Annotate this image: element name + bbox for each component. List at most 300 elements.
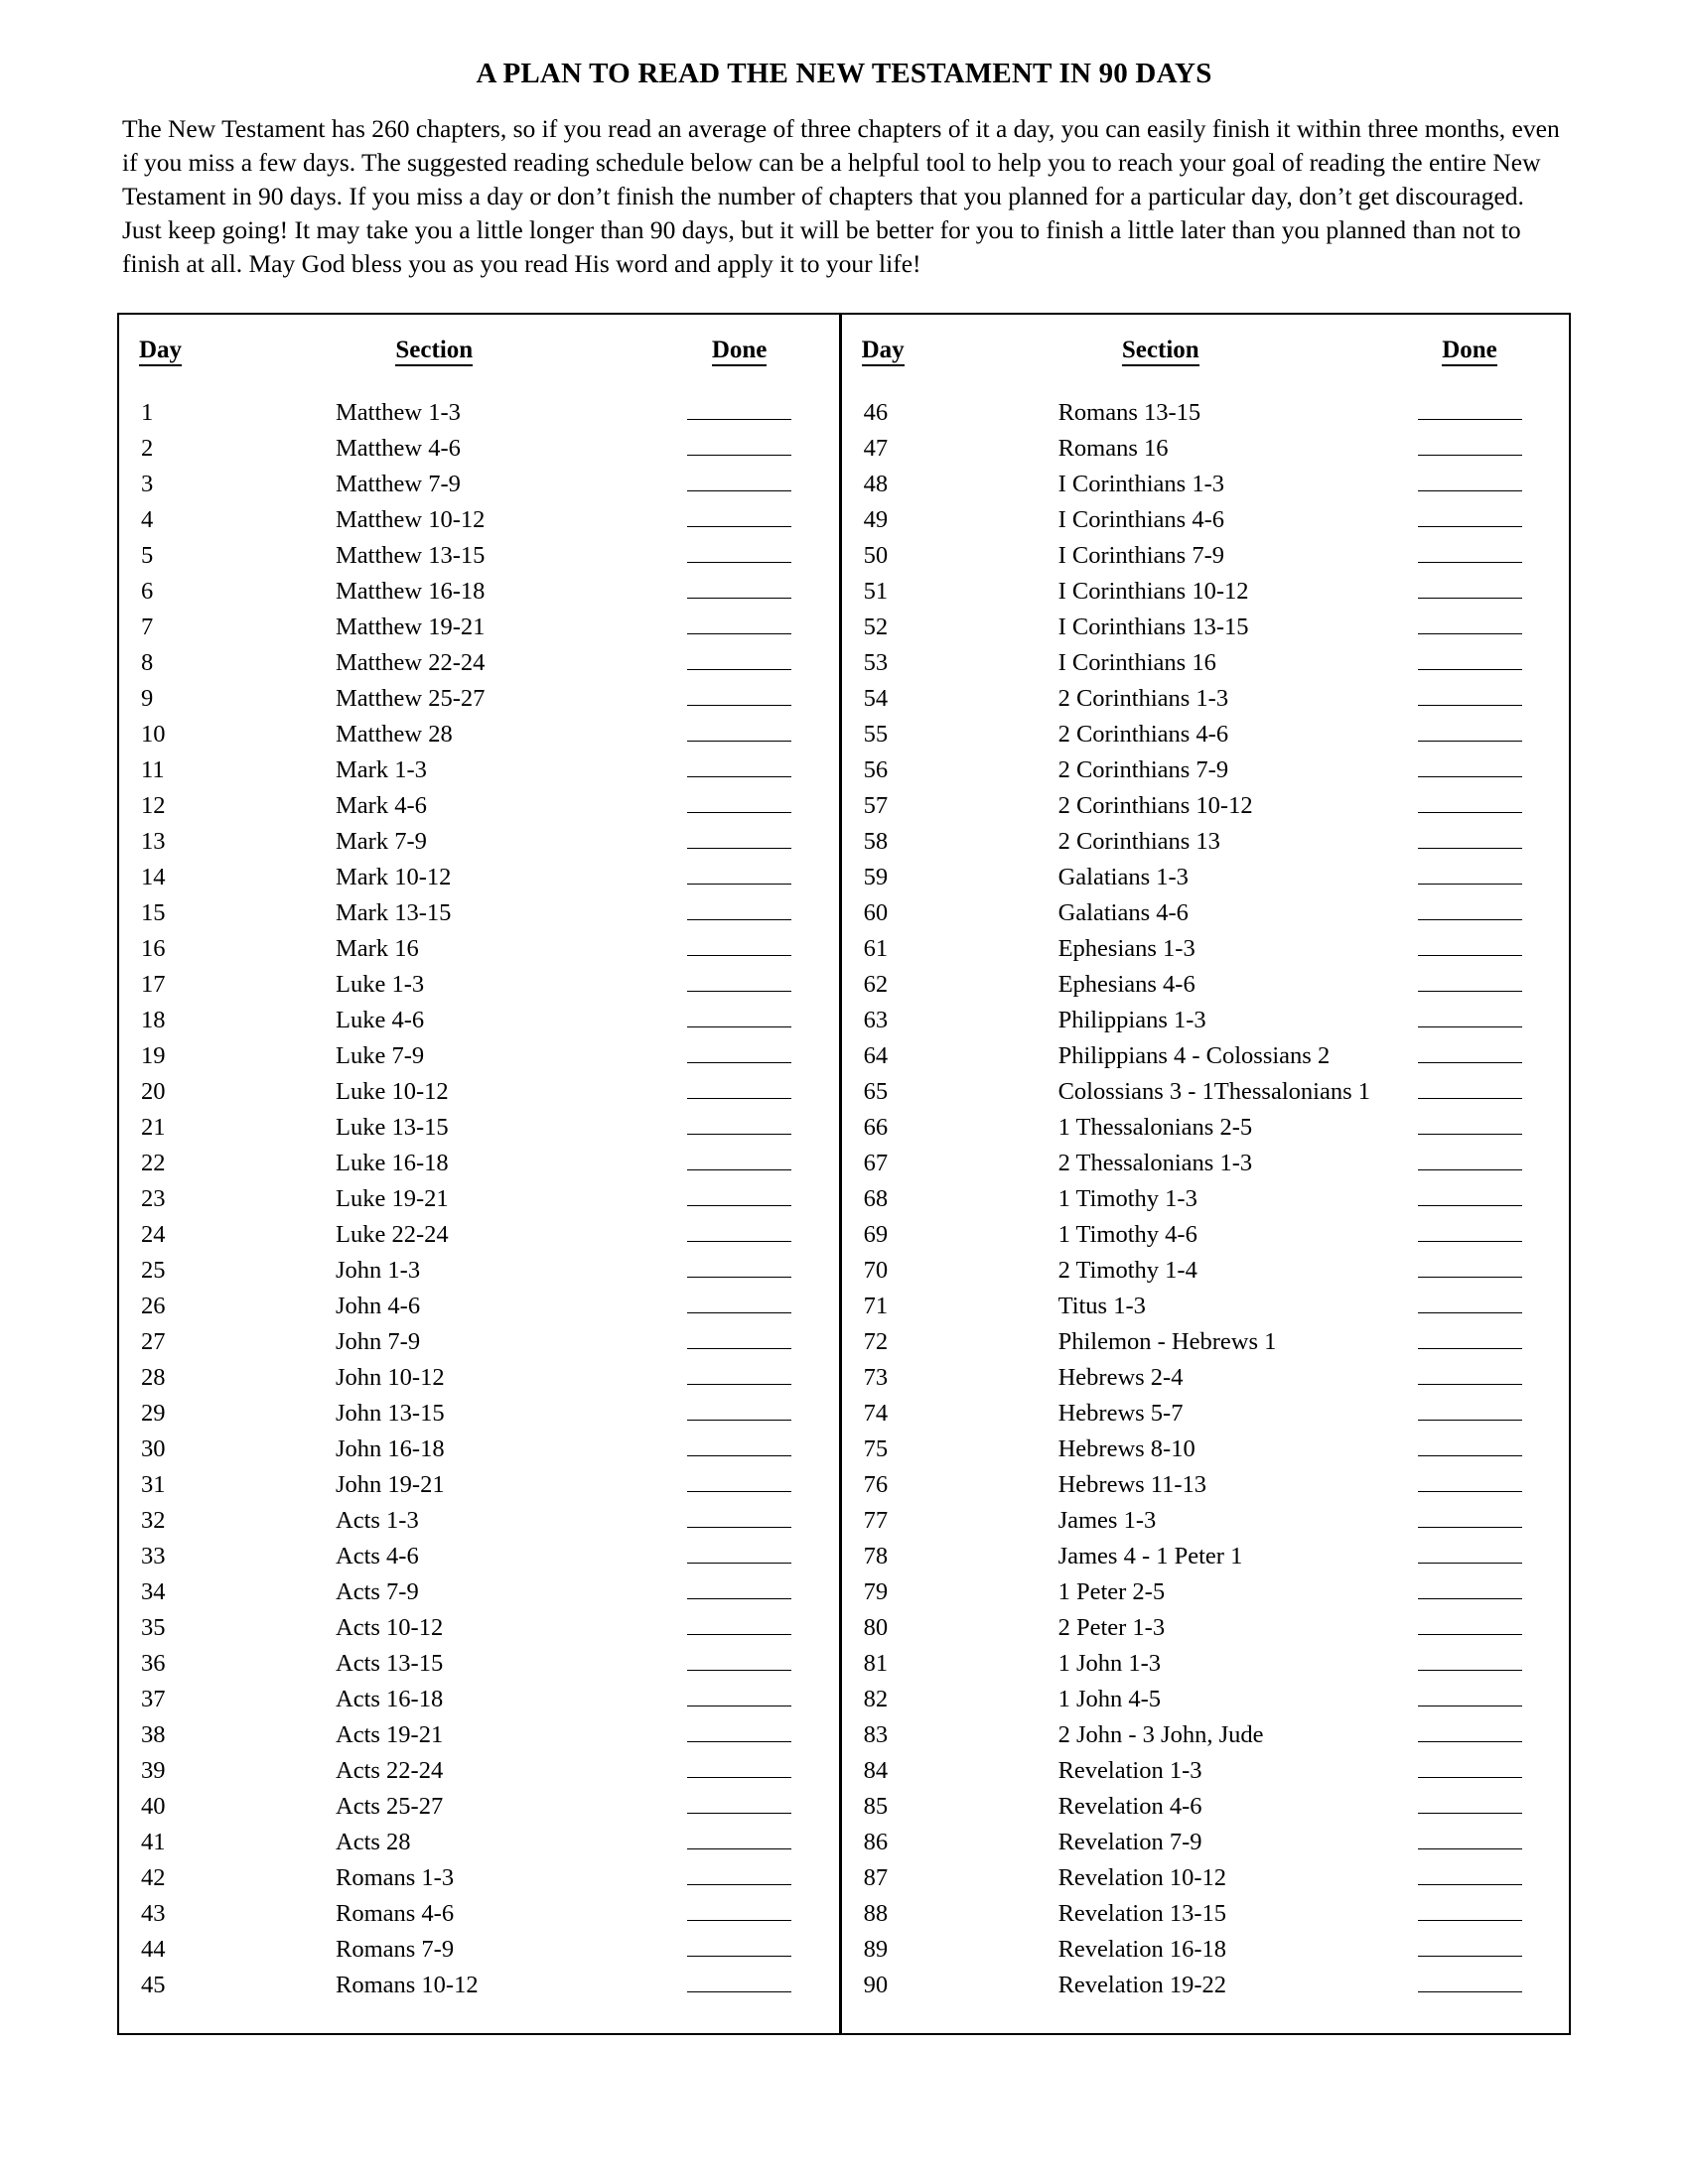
row-section: Acts 1-3 (336, 1506, 419, 1534)
row-day: 74 (863, 1399, 889, 1427)
done-blank-line[interactable] (687, 429, 791, 456)
done-blank-line[interactable] (1418, 1179, 1522, 1206)
header-day-left: Day (119, 337, 288, 364)
row-done-checkbox[interactable] (640, 1599, 839, 1635)
done-blank-line[interactable] (1418, 1430, 1522, 1456)
row-done-checkbox[interactable] (640, 1742, 839, 1778)
done-blank-line[interactable] (687, 679, 791, 706)
row-section: Matthew 1-3 (336, 398, 461, 426)
row-section: Luke 1-3 (336, 970, 425, 998)
row-day: 25 (141, 1256, 166, 1284)
row-section: 2 Corinthians 7-9 (1057, 755, 1229, 783)
done-blank-line[interactable] (687, 1823, 791, 1849)
row-section: Philemon - Hebrews 1 (1057, 1327, 1277, 1355)
done-blank-line[interactable] (687, 1930, 791, 1957)
row-day: 40 (141, 1792, 166, 1820)
row-section: John 10-12 (336, 1363, 445, 1391)
done-blank-line[interactable] (687, 1251, 791, 1278)
row-section: Acts 16-18 (336, 1685, 444, 1712)
row-day: 64 (863, 1041, 889, 1069)
done-blank-line[interactable] (1418, 1322, 1522, 1349)
row-done-checkbox[interactable] (1370, 1599, 1569, 1635)
done-blank-line[interactable] (687, 1572, 791, 1599)
done-blank-line[interactable] (687, 965, 791, 992)
done-blank-line[interactable] (687, 1501, 791, 1528)
row-done-checkbox[interactable] (640, 1313, 839, 1349)
row-day: 34 (141, 1577, 166, 1605)
row-done-checkbox[interactable] (1370, 885, 1569, 920)
done-blank-line[interactable] (687, 465, 791, 491)
row-day: 58 (863, 827, 889, 855)
row-section: Revelation 13-15 (1057, 1899, 1227, 1927)
done-blank-line[interactable] (687, 1537, 791, 1564)
column-headers-left (119, 337, 839, 364)
row-day: 72 (863, 1327, 889, 1355)
row-day: 89 (863, 1935, 889, 1963)
done-blank-line[interactable] (1418, 393, 1522, 420)
row-day: 83 (863, 1720, 889, 1748)
row-day: 90 (863, 1971, 889, 1998)
row-day: 52 (863, 613, 889, 640)
row-day: 51 (863, 577, 889, 605)
row-done-checkbox[interactable] (1370, 1706, 1569, 1742)
row-done-checkbox[interactable] (1370, 634, 1569, 670)
row-done-checkbox[interactable] (1370, 1063, 1569, 1099)
header-section-left: Section (288, 337, 640, 364)
row-done-checkbox[interactable] (640, 1135, 839, 1170)
row-section: John 19-21 (336, 1470, 445, 1498)
done-blank-line[interactable] (1418, 822, 1522, 849)
row-done-checkbox[interactable] (640, 1885, 839, 1921)
done-blank-line[interactable] (687, 1608, 791, 1635)
done-blank-line[interactable] (1418, 679, 1522, 706)
row-section: James 1-3 (1057, 1506, 1157, 1534)
reading-plan-left-column (119, 315, 842, 2033)
done-blank-line[interactable] (687, 715, 791, 742)
row-done-checkbox[interactable] (1370, 706, 1569, 742)
row-section: Matthew 28 (336, 720, 453, 748)
row-section: Revelation 16-18 (1057, 1935, 1227, 1963)
row-done-checkbox[interactable] (1370, 813, 1569, 849)
row-section: Acts 25-27 (336, 1792, 444, 1820)
done-blank-line[interactable] (1418, 500, 1522, 527)
done-blank-line[interactable] (1418, 715, 1522, 742)
done-blank-line[interactable] (687, 893, 791, 920)
row-section: Romans 10-12 (336, 1971, 479, 1998)
row-done-checkbox[interactable] (640, 1349, 839, 1385)
row-done-checkbox[interactable] (1370, 1885, 1569, 1921)
row-done-checkbox[interactable] (640, 1099, 839, 1135)
row-section: Romans 13-15 (1057, 398, 1201, 426)
row-done-checkbox[interactable] (1370, 956, 1569, 992)
row-section: Revelation 7-9 (1057, 1828, 1202, 1855)
row-section: I Corinthians 10-12 (1057, 577, 1249, 605)
done-blank-line[interactable] (687, 1108, 791, 1135)
row-done-checkbox[interactable] (1370, 1564, 1569, 1599)
table-row (842, 384, 1569, 426)
row-day: 7 (141, 613, 154, 640)
row-done-checkbox[interactable] (1370, 742, 1569, 777)
row-done-checkbox[interactable] (640, 527, 839, 563)
row-done-checkbox[interactable] (640, 1242, 839, 1278)
done-blank-line[interactable] (1418, 1715, 1522, 1742)
done-blank-line[interactable] (1418, 1287, 1522, 1313)
row-day: 49 (863, 505, 889, 533)
done-blank-line[interactable] (1418, 1072, 1522, 1099)
row-done-checkbox[interactable] (1370, 849, 1569, 885)
row-done-checkbox[interactable] (1370, 1635, 1569, 1671)
row-done-checkbox[interactable] (1370, 1242, 1569, 1278)
done-blank-line[interactable] (1418, 1572, 1522, 1599)
row-section: Matthew 25-27 (336, 684, 486, 712)
done-blank-line[interactable] (1418, 893, 1522, 920)
done-blank-line[interactable] (1418, 572, 1522, 599)
done-blank-line[interactable] (1418, 429, 1522, 456)
row-done-checkbox[interactable] (1370, 1135, 1569, 1170)
row-done-checkbox[interactable] (640, 1528, 839, 1564)
done-blank-line[interactable] (687, 1144, 791, 1170)
done-blank-line[interactable] (687, 1430, 791, 1456)
row-done-checkbox[interactable] (640, 706, 839, 742)
row-done-checkbox[interactable] (1370, 1170, 1569, 1206)
done-blank-line[interactable] (687, 1036, 791, 1063)
done-blank-line[interactable] (687, 1465, 791, 1492)
row-section: 2 John - 3 John, Jude (1057, 1720, 1264, 1748)
row-day: 24 (141, 1220, 166, 1248)
row-section: Hebrews 11-13 (1057, 1470, 1207, 1498)
done-blank-line[interactable] (687, 1394, 791, 1421)
done-blank-line[interactable] (1418, 1894, 1522, 1921)
row-done-checkbox[interactable] (640, 742, 839, 777)
row-done-checkbox[interactable] (640, 813, 839, 849)
row-day: 15 (141, 898, 166, 926)
done-blank-line[interactable] (1418, 786, 1522, 813)
row-section: Acts 19-21 (336, 1720, 444, 1748)
done-blank-line[interactable] (1418, 1751, 1522, 1778)
row-done-checkbox[interactable] (640, 1635, 839, 1671)
row-day: 79 (863, 1577, 889, 1605)
done-blank-line[interactable] (1418, 1394, 1522, 1421)
row-done-checkbox[interactable] (1370, 527, 1569, 563)
row-done-checkbox[interactable] (640, 670, 839, 706)
row-day: 32 (141, 1506, 166, 1534)
header-section-right: Section (1011, 337, 1370, 364)
done-blank-line[interactable] (687, 1751, 791, 1778)
row-done-checkbox[interactable] (640, 599, 839, 634)
row-done-checkbox[interactable] (640, 1706, 839, 1742)
row-done-checkbox[interactable] (1370, 1849, 1569, 1885)
row-day: 48 (863, 470, 889, 497)
row-day: 47 (863, 434, 889, 462)
row-section: Matthew 22-24 (336, 648, 486, 676)
row-done-checkbox[interactable] (1370, 1099, 1569, 1135)
row-done-checkbox[interactable] (640, 1421, 839, 1456)
row-section: 2 Corinthians 13 (1057, 827, 1220, 855)
done-blank-line[interactable] (1418, 643, 1522, 670)
done-blank-line[interactable] (687, 929, 791, 956)
row-day: 44 (141, 1935, 166, 1963)
row-day: 26 (141, 1292, 166, 1319)
row-done-checkbox[interactable] (1370, 384, 1569, 420)
done-blank-line[interactable] (687, 500, 791, 527)
row-section: 2 Corinthians 10-12 (1057, 791, 1253, 819)
done-blank-line[interactable] (687, 1001, 791, 1027)
row-day: 78 (863, 1542, 889, 1570)
row-done-checkbox[interactable] (640, 1278, 839, 1313)
done-blank-line[interactable] (1418, 1501, 1522, 1528)
row-section: Revelation 4-6 (1057, 1792, 1202, 1820)
row-done-checkbox[interactable] (640, 920, 839, 956)
row-done-checkbox[interactable] (640, 1170, 839, 1206)
row-done-checkbox[interactable] (1370, 1313, 1569, 1349)
row-day: 70 (863, 1256, 889, 1284)
row-section: Luke 7-9 (336, 1041, 425, 1069)
reading-rows-right (842, 384, 1569, 1998)
row-done-checkbox[interactable] (1370, 920, 1569, 956)
row-section: Ephesians 4-6 (1057, 970, 1196, 998)
row-done-checkbox[interactable] (640, 1778, 839, 1814)
row-day: 36 (141, 1649, 166, 1677)
done-blank-line[interactable] (687, 643, 791, 670)
done-blank-line[interactable] (1418, 929, 1522, 956)
done-blank-line[interactable] (1418, 1680, 1522, 1706)
row-section: Colossians 3 - 1Thessalonians 1 (1057, 1077, 1370, 1105)
row-done-checkbox[interactable] (640, 992, 839, 1027)
done-blank-line[interactable] (687, 1644, 791, 1671)
done-blank-line[interactable] (1418, 1823, 1522, 1849)
done-blank-line[interactable] (1418, 1537, 1522, 1564)
row-done-checkbox[interactable] (640, 1921, 839, 1957)
row-day: 69 (863, 1220, 889, 1248)
row-day: 20 (141, 1077, 166, 1105)
done-blank-line[interactable] (687, 751, 791, 777)
done-blank-line[interactable] (1418, 465, 1522, 491)
row-done-checkbox[interactable] (1370, 1921, 1569, 1957)
row-done-checkbox[interactable] (640, 777, 839, 813)
row-section: 1 Timothy 1-3 (1057, 1184, 1197, 1212)
row-done-checkbox[interactable] (1370, 1778, 1569, 1814)
row-day: 18 (141, 1006, 166, 1033)
row-done-checkbox[interactable] (640, 1456, 839, 1492)
done-blank-line[interactable] (1418, 751, 1522, 777)
done-blank-line[interactable] (1418, 965, 1522, 992)
done-blank-line[interactable] (687, 393, 791, 420)
done-blank-line[interactable] (687, 572, 791, 599)
row-section: Luke 22-24 (336, 1220, 449, 1248)
done-blank-line[interactable] (687, 1715, 791, 1742)
row-day: 5 (141, 541, 154, 569)
row-day: 21 (141, 1113, 166, 1141)
row-done-checkbox[interactable] (1370, 1528, 1569, 1564)
row-done-checkbox[interactable] (1370, 1814, 1569, 1849)
done-blank-line[interactable] (687, 786, 791, 813)
row-day: 42 (141, 1863, 166, 1891)
done-blank-line[interactable] (687, 858, 791, 885)
row-done-checkbox[interactable] (1370, 670, 1569, 706)
done-blank-line[interactable] (1418, 536, 1522, 563)
row-day: 66 (863, 1113, 889, 1141)
row-day: 33 (141, 1542, 166, 1570)
row-done-checkbox[interactable] (1370, 777, 1569, 813)
header-done-right: Done (1370, 337, 1569, 364)
row-section: Romans 1-3 (336, 1863, 455, 1891)
row-section: John 16-18 (336, 1434, 445, 1462)
row-day: 4 (141, 505, 154, 533)
row-section: 2 Peter 1-3 (1057, 1613, 1166, 1641)
row-day: 10 (141, 720, 166, 748)
row-done-checkbox[interactable] (640, 1814, 839, 1849)
row-done-checkbox[interactable] (640, 1849, 839, 1885)
row-done-checkbox[interactable] (640, 563, 839, 599)
row-section: 1 Thessalonians 2-5 (1057, 1113, 1253, 1141)
done-blank-line[interactable] (1418, 1215, 1522, 1242)
row-day: 22 (141, 1149, 166, 1176)
row-done-checkbox[interactable] (1370, 1278, 1569, 1313)
row-section: Galatians 1-3 (1057, 863, 1189, 890)
row-day: 59 (863, 863, 889, 890)
done-blank-line[interactable] (687, 1894, 791, 1921)
table-row (119, 384, 839, 426)
row-section: Romans 7-9 (336, 1935, 455, 1963)
row-done-checkbox[interactable] (640, 1564, 839, 1599)
row-done-checkbox[interactable] (640, 1492, 839, 1528)
row-done-checkbox[interactable] (1370, 1671, 1569, 1706)
row-done-checkbox[interactable] (1370, 1027, 1569, 1063)
done-blank-line[interactable] (687, 1287, 791, 1313)
done-blank-line[interactable] (1418, 858, 1522, 885)
row-day: 57 (863, 791, 889, 819)
row-section: Hebrews 5-7 (1057, 1399, 1184, 1427)
row-done-checkbox[interactable] (1370, 420, 1569, 456)
row-day: 17 (141, 970, 166, 998)
done-blank-line[interactable] (1418, 1001, 1522, 1027)
done-blank-line[interactable] (687, 1966, 791, 1992)
row-done-checkbox[interactable] (1370, 1385, 1569, 1421)
row-section: Hebrews 2-4 (1057, 1363, 1184, 1391)
row-section: John 1-3 (336, 1256, 421, 1284)
done-blank-line[interactable] (1418, 1108, 1522, 1135)
done-blank-line[interactable] (687, 822, 791, 849)
row-done-checkbox[interactable] (1370, 1456, 1569, 1492)
row-day: 86 (863, 1828, 889, 1855)
done-blank-line[interactable] (687, 1680, 791, 1706)
row-section: Matthew 7-9 (336, 470, 461, 497)
row-day: 38 (141, 1720, 166, 1748)
row-section: Revelation 10-12 (1057, 1863, 1227, 1891)
row-section: 2 Timothy 1-4 (1057, 1256, 1197, 1284)
row-done-checkbox[interactable] (640, 849, 839, 885)
done-blank-line[interactable] (1418, 1608, 1522, 1635)
done-blank-line[interactable] (687, 1322, 791, 1349)
row-section: I Corinthians 13-15 (1057, 613, 1249, 640)
row-day: 61 (863, 934, 889, 962)
row-section: Acts 13-15 (336, 1649, 444, 1677)
row-section: Mark 7-9 (336, 827, 427, 855)
row-day: 71 (863, 1292, 889, 1319)
row-done-checkbox[interactable] (640, 1206, 839, 1242)
row-section: Mark 10-12 (336, 863, 452, 890)
row-done-checkbox[interactable] (1370, 1742, 1569, 1778)
done-blank-line[interactable] (1418, 1465, 1522, 1492)
row-done-checkbox[interactable] (1370, 1492, 1569, 1528)
row-day: 45 (141, 1971, 166, 1998)
row-done-checkbox[interactable] (640, 956, 839, 992)
row-section: Mark 16 (336, 934, 419, 962)
done-blank-line[interactable] (1418, 1966, 1522, 1992)
row-done-checkbox[interactable] (640, 1957, 839, 1992)
row-done-checkbox[interactable] (640, 384, 839, 420)
row-day: 37 (141, 1685, 166, 1712)
row-done-checkbox[interactable] (1370, 1349, 1569, 1385)
row-section: John 4-6 (336, 1292, 421, 1319)
done-blank-line[interactable] (687, 1858, 791, 1885)
row-section: Luke 4-6 (336, 1006, 425, 1033)
row-done-checkbox[interactable] (1370, 599, 1569, 634)
done-blank-line[interactable] (687, 536, 791, 563)
row-done-checkbox[interactable] (1370, 456, 1569, 491)
done-blank-line[interactable] (687, 1787, 791, 1814)
row-day: 73 (863, 1363, 889, 1391)
row-section: Matthew 19-21 (336, 613, 486, 640)
row-done-checkbox[interactable] (640, 885, 839, 920)
row-section: 1 Timothy 4-6 (1057, 1220, 1197, 1248)
row-day: 46 (863, 398, 889, 426)
row-day: 55 (863, 720, 889, 748)
done-blank-line[interactable] (687, 608, 791, 634)
done-blank-line[interactable] (1418, 1251, 1522, 1278)
row-done-checkbox[interactable] (1370, 992, 1569, 1027)
done-blank-line[interactable] (1418, 608, 1522, 634)
row-done-checkbox[interactable] (640, 1385, 839, 1421)
row-done-checkbox[interactable] (1370, 1957, 1569, 1992)
done-blank-line[interactable] (687, 1358, 791, 1385)
done-blank-line[interactable] (687, 1179, 791, 1206)
row-done-checkbox[interactable] (640, 1063, 839, 1099)
done-blank-line[interactable] (1418, 1644, 1522, 1671)
row-done-checkbox[interactable] (640, 420, 839, 456)
done-blank-line[interactable] (1418, 1144, 1522, 1170)
done-blank-line[interactable] (1418, 1036, 1522, 1063)
done-blank-line[interactable] (1418, 1858, 1522, 1885)
row-section: Revelation 1-3 (1057, 1756, 1202, 1784)
row-day: 9 (141, 684, 154, 712)
row-done-checkbox[interactable] (640, 634, 839, 670)
row-done-checkbox[interactable] (640, 1027, 839, 1063)
done-blank-line[interactable] (687, 1215, 791, 1242)
row-day: 6 (141, 577, 154, 605)
row-done-checkbox[interactable] (640, 456, 839, 491)
done-blank-line[interactable] (687, 1072, 791, 1099)
row-section: Matthew 16-18 (336, 577, 486, 605)
row-done-checkbox[interactable] (1370, 563, 1569, 599)
row-section: 1 Peter 2-5 (1057, 1577, 1166, 1605)
row-section: Mark 13-15 (336, 898, 452, 926)
row-day: 14 (141, 863, 166, 890)
row-day: 56 (863, 755, 889, 783)
row-day: 60 (863, 898, 889, 926)
row-section: Luke 10-12 (336, 1077, 449, 1105)
done-blank-line[interactable] (1418, 1358, 1522, 1385)
row-done-checkbox[interactable] (640, 1671, 839, 1706)
row-done-checkbox[interactable] (1370, 491, 1569, 527)
row-section: Matthew 10-12 (336, 505, 486, 533)
done-blank-line[interactable] (1418, 1787, 1522, 1814)
row-done-checkbox[interactable] (1370, 1421, 1569, 1456)
row-day: 43 (141, 1899, 166, 1927)
row-done-checkbox[interactable] (640, 491, 839, 527)
done-blank-line[interactable] (1418, 1930, 1522, 1957)
row-done-checkbox[interactable] (1370, 1206, 1569, 1242)
